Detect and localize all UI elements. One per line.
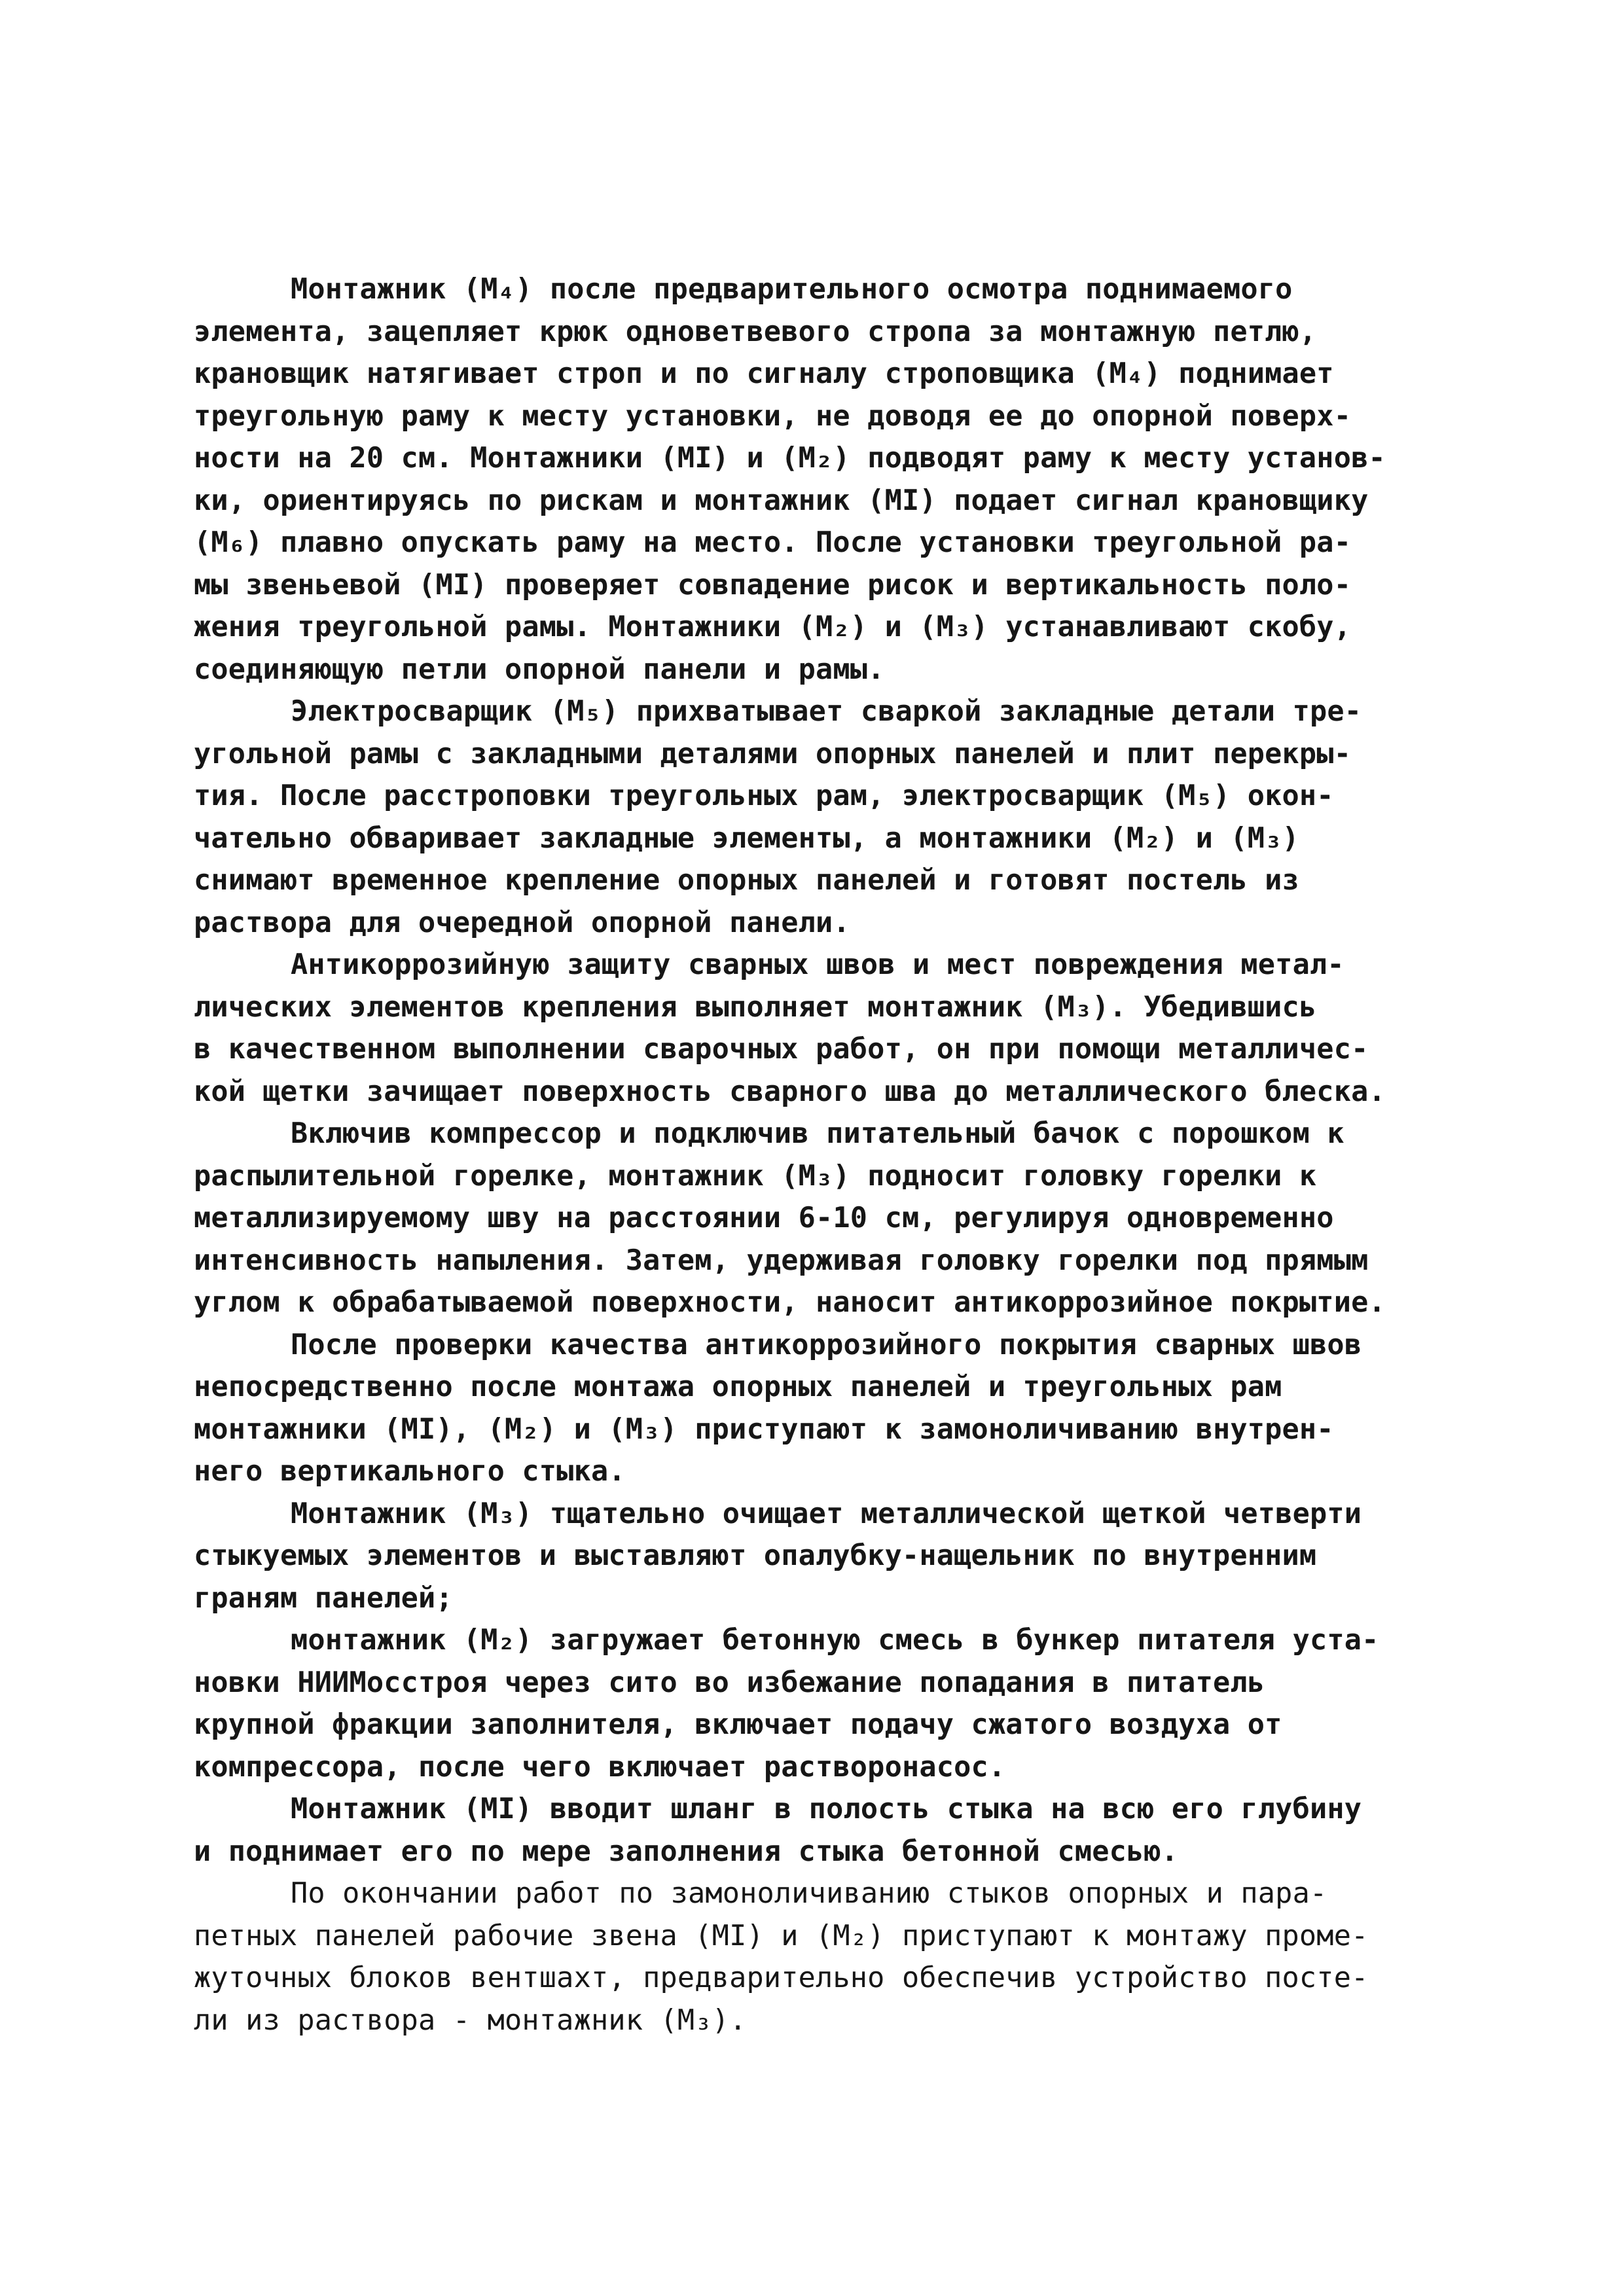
text-line: кой щетки зачищает поверхность сварного шва до металлического блеска. xyxy=(194,1075,1386,1108)
text-line: жуточных блоков вентшахт, предварительно обеспечив устройство посте- xyxy=(194,1962,1369,1994)
text-line: ли из раствора - монтажник (M₃). xyxy=(194,2003,747,2037)
text-line: новки НИИМосстроя через сито во избежание попадания в питатель xyxy=(194,1666,1265,1699)
text-line: Монтажник (MI) вводит шланг в полость стыка на всю его глубину xyxy=(291,1793,1362,1825)
text-line: и поднимает его по мере заполнения стыка бетонной смесью. xyxy=(194,1835,1179,1868)
text-line: элемента, зацепляет крюк одноветвевого стропа за монтажную петлю, xyxy=(194,315,1317,348)
text-line: раствора для очередной опорной панели. xyxy=(194,906,850,939)
paragraph-4 xyxy=(194,1113,1437,1324)
text-line: интенсивность напыления. Затем, удерживая головку горелки под прямым xyxy=(194,1244,1369,1277)
text-line: По окончании работ по замоноличиванию стыков опорных и пара- xyxy=(291,1877,1327,1910)
text-line: После проверки качества антикоррозийного покрытия сварных швов xyxy=(291,1328,1362,1361)
paragraph-9 xyxy=(194,1873,1437,2041)
text-line: снимают временное крепление опорных панелей и готовят постель из xyxy=(194,864,1299,897)
text-line: в качественном выполнении сварочных работ, он при помощи металличес- xyxy=(194,1033,1369,1066)
paragraph-3 xyxy=(194,944,1437,1113)
text-line: соединяющую петли опорной панели и рамы. xyxy=(194,653,885,686)
text-line: чательно обваривает закладные элементы, а монтажники (M₂) и (M₃) xyxy=(194,821,1299,855)
paragraph-8 xyxy=(194,1788,1437,1873)
text-line: распылительной горелке, монтажник (M₃) подносит головку горелки к xyxy=(194,1159,1317,1193)
text-line: мы звеньевой (MI) проверяет совпадение рисок и вертикальность поло- xyxy=(194,568,1352,601)
text-line: металлизируемому шву на расстоянии 6-10 см, регулируя одновременно xyxy=(194,1202,1334,1234)
body-text xyxy=(194,268,1437,2041)
text-line: жения треугольной рамы. Монтажники (M₂) и (M₃) устанавливают скобу, xyxy=(194,611,1352,643)
text-line: тия. После расстроповки треугольных рам, электросварщик (M₅) окон- xyxy=(194,780,1334,812)
text-line: него вертикального стыка. xyxy=(194,1455,626,1488)
paragraph-2 xyxy=(194,691,1437,944)
text-line: компрессора, после чего включает растворонасос. xyxy=(194,1750,1006,1784)
text-line: монтажники (MI), (M₂) и (M₃) приступают к замоноличиванию внутрен- xyxy=(194,1412,1334,1446)
text-line: лических элементов крепления выполняет монтажник (M₃). Убедившись xyxy=(194,990,1317,1024)
text-line: крупной фракции заполнителя, включает подачу сжатого воздуха от xyxy=(194,1708,1282,1741)
text-line: Антикоррозийную защиту сварных швов и мест повреждения метал- xyxy=(291,948,1344,981)
text-line: (M₆) плавно опускать раму на место. После установки треугольной ра- xyxy=(194,526,1352,559)
text-line: угольной рамы с закладными деталями опорных панелей и плит перекры- xyxy=(194,737,1352,770)
text-line: граням панелей; xyxy=(194,1581,453,1615)
text-line: Включив компрессор и подключив питательный бачок с порошком к xyxy=(291,1117,1344,1150)
text-line: петных панелей рабочие звена (MI) и (M₂) приступают к монтажу проме- xyxy=(194,1919,1369,1952)
text-line: Монтажник (M₄) после предварительного осмотра поднимаемого xyxy=(291,273,1293,306)
text-line: Монтажник (M₃) тщательно очищает металлической щеткой четверти xyxy=(291,1497,1362,1530)
paragraph-1 xyxy=(194,268,1437,691)
paragraph-5 xyxy=(194,1324,1437,1493)
text-line: стыкуемых элементов и выставляют опалубку-нащельник по внутренним xyxy=(194,1539,1317,1572)
text-line: монтажник (M₂) загружает бетонную смесь в бункер питателя уста- xyxy=(291,1624,1379,1657)
text-line: крановщик натягивает строп и по сигналу строповщика (M₄) поднимает xyxy=(194,357,1334,390)
paragraph-6 xyxy=(194,1493,1437,1620)
text-line: непосредственно после монтажа опорных панелей и треугольных рам xyxy=(194,1371,1282,1403)
text-line: Электросварщик (M₅) прихватывает сваркой закладные детали тре- xyxy=(291,695,1362,728)
text-line: углом к обрабатываемой поверхности, наносит антикоррозийное покрытие. xyxy=(194,1286,1386,1319)
text-line: треугольную раму к месту установки, не доводя ее до опорной поверх- xyxy=(194,399,1352,433)
text-line: ки, ориентируясь по рискам и монтажник (MI) подает сигнал крановщику xyxy=(194,484,1369,517)
text-line: ности на 20 см. Монтажники (MI) и (M₂) подводят раму к месту установ- xyxy=(194,442,1386,475)
paragraph-7 xyxy=(194,1619,1437,1788)
